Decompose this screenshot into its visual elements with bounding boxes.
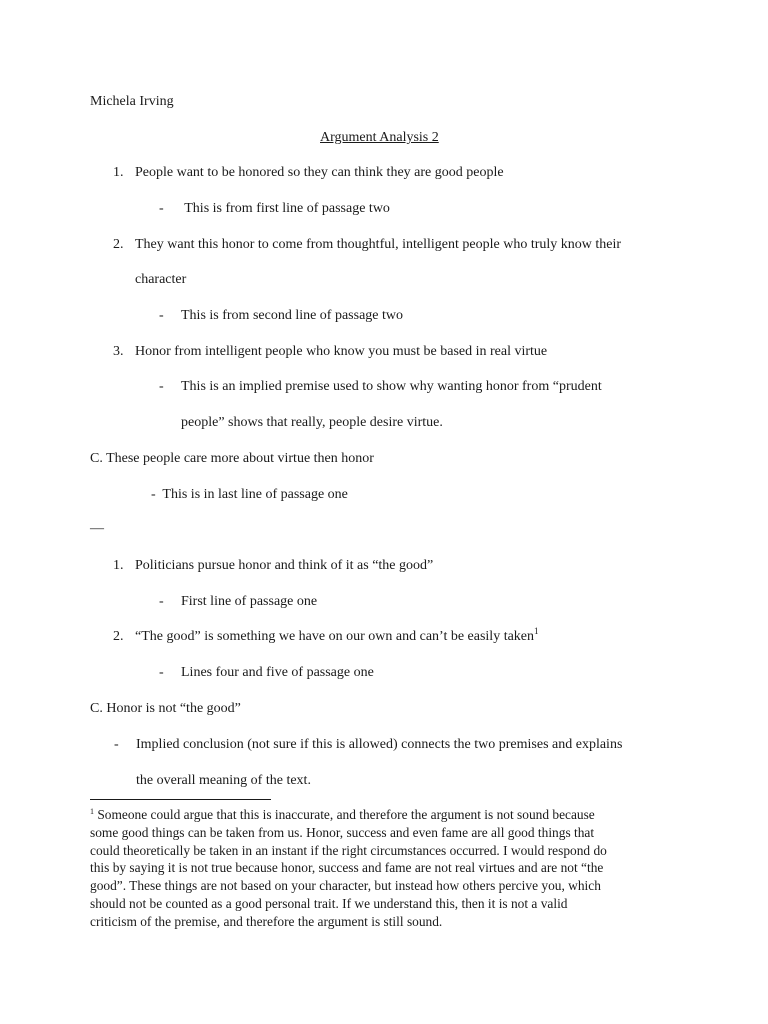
premise-text-continued: character xyxy=(135,272,187,287)
footnote-text: Someone could argue that this is inaccurate, and therefore the argument is not sound because xyxy=(94,807,595,822)
premise-text: Politicians pursue honor and think of it as “the good” xyxy=(135,558,434,573)
footnote-line: criticism of the premise, and therefore the argument is still sound. xyxy=(90,913,443,929)
premise-text xyxy=(135,628,539,646)
bullet-dash: - xyxy=(159,201,164,216)
bullet-dash: - xyxy=(114,737,119,752)
footnote-line: could theoretically be taken in an instant if the right circumstances occurred. I would respond do xyxy=(90,842,607,858)
premise-note: This is from second line of passage two xyxy=(181,308,404,323)
bullet-dash: - xyxy=(159,379,164,394)
premise-number: 1. xyxy=(113,558,124,573)
footnote xyxy=(90,806,680,931)
conclusion-note: Implied conclusion (not sure if this is allowed) connects the two premises and explains xyxy=(136,737,623,752)
premise-text: Honor from intelligent people who know you must be based in real virtue xyxy=(135,344,548,359)
footnote-reference[interactable]: 1 xyxy=(534,626,539,636)
premise-note-continued: people” shows that really, people desire virtue. xyxy=(181,415,443,430)
footnote-line: good”. These things are not based on your character, but instead how others percive you, which xyxy=(90,878,601,894)
footnote-line: this by saying it is not true because honor, success and fame are not real virtues and are not “the xyxy=(90,860,604,876)
conclusion: C. These people care more about virtue then honor xyxy=(90,451,374,466)
bullet-dash: - xyxy=(159,594,164,609)
premise-text: People want to be honored so they can think they are good people xyxy=(135,165,504,180)
page-title: Argument Analysis 2 xyxy=(320,130,439,145)
conclusion: C. Honor is not “the good” xyxy=(90,701,241,716)
conclusion-note-continued: the overall meaning of the text. xyxy=(136,773,311,788)
premise-note: This is from first line of passage two xyxy=(181,201,390,216)
footnote-line: should not be counted as a good personal trait. If we understand this, then it is not a valid xyxy=(90,895,568,911)
premise-note: First line of passage one xyxy=(181,594,318,609)
premise-note: This is an implied premise used to show why wanting honor from “prudent xyxy=(181,379,602,394)
conclusion-note: - This is in last line of passage one xyxy=(151,487,348,502)
footnote-line: some good things can be taken from us. Honor, success and even fame are all good things that xyxy=(90,824,595,840)
footnote-marker: 1 xyxy=(90,807,94,816)
bullet-dash: - xyxy=(159,665,164,680)
premise-number: 1. xyxy=(113,165,124,180)
bullet-dash: - xyxy=(159,308,164,323)
premise-text-body: “The good” is something we have on our own and can’t be easily taken xyxy=(135,629,535,644)
premise-text: They want this honor to come from thoughtful, intelligent people who truly know their xyxy=(135,237,622,252)
premise-number: 2. xyxy=(113,237,124,252)
premise-number: 2. xyxy=(113,629,124,644)
author-name: Michela Irving xyxy=(90,94,174,109)
section-separator: — xyxy=(90,521,104,536)
footnote-divider xyxy=(90,799,271,800)
premise-number: 3. xyxy=(113,344,124,359)
footnote-line xyxy=(90,806,680,824)
premise-note: Lines four and five of passage one xyxy=(181,665,374,680)
